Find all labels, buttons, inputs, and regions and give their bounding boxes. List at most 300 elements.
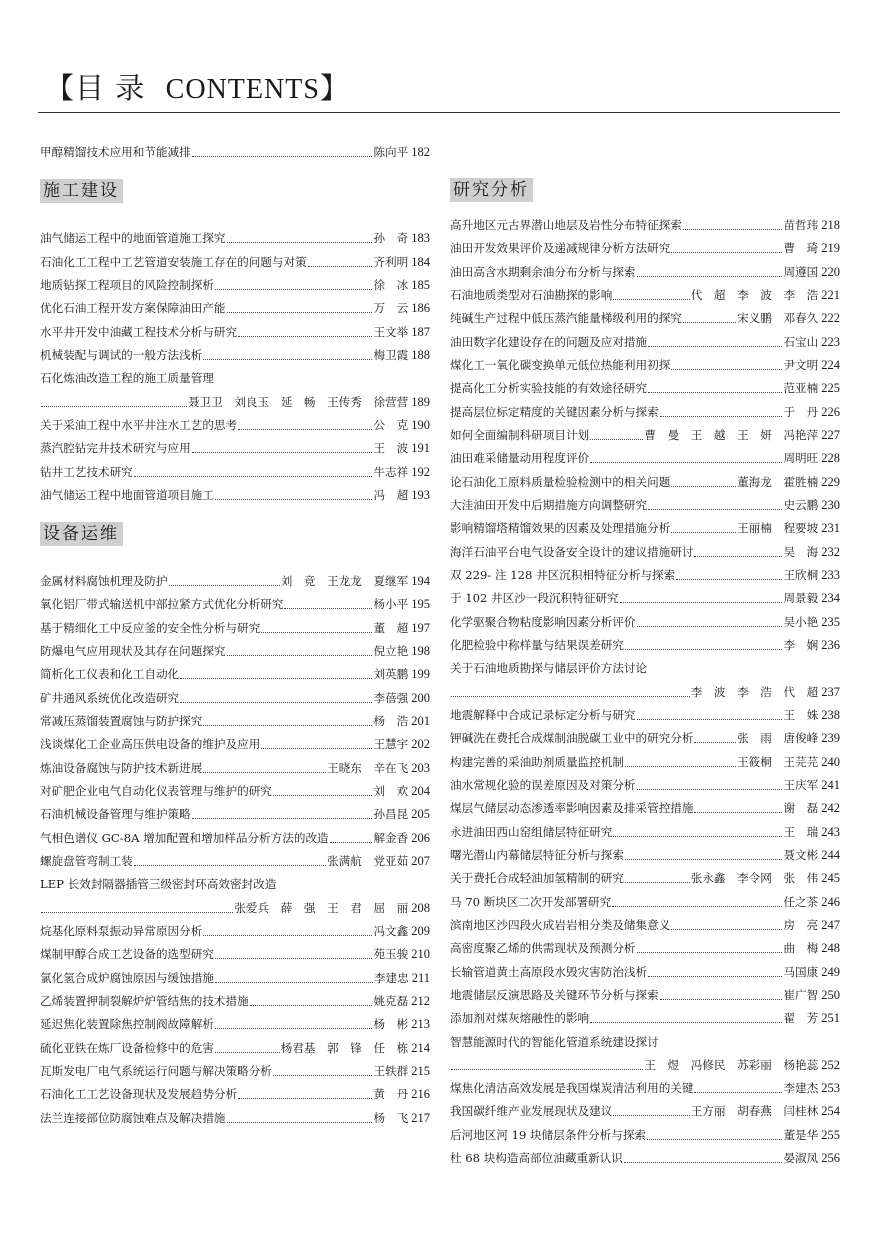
entry-authors: 杨君基 郭 锋 任 栋 xyxy=(280,1040,409,1055)
toc-entry[interactable] xyxy=(40,566,430,589)
entry-authors: 吴 海 xyxy=(783,544,819,559)
toc-entry[interactable] xyxy=(450,1026,840,1049)
toc-entry[interactable] xyxy=(450,606,840,629)
toc-entry[interactable] xyxy=(450,816,840,839)
entry-authors: 王庆军 xyxy=(783,777,819,792)
entry-page: 197 xyxy=(411,620,430,635)
dot-leader xyxy=(637,788,783,790)
toc-entry[interactable] xyxy=(40,1079,430,1102)
section-title: 设备运维 xyxy=(40,522,123,546)
toc-entry[interactable] xyxy=(450,513,840,536)
entry-page: 231 xyxy=(821,521,840,536)
entry-page: 221 xyxy=(821,288,840,302)
dot-leader xyxy=(273,1074,373,1076)
toc-entry[interactable] xyxy=(40,316,430,339)
toc-entry[interactable] xyxy=(450,630,840,653)
entry-page: 225 xyxy=(821,381,840,396)
entry-authors: 周景毅 xyxy=(783,591,819,606)
entry-title: 乙烯装置押制裂解炉炉管结焦的技术措施 xyxy=(40,993,249,1008)
dot-leader xyxy=(192,817,373,819)
entry-page: 187 xyxy=(411,324,430,339)
dot-leader xyxy=(637,275,783,277)
entry-title: 炼油设备腐蚀与防护技术新进展 xyxy=(40,760,203,775)
toc-entry[interactable] xyxy=(40,986,430,1009)
toc-entry[interactable] xyxy=(450,863,840,886)
entry-title: 蒸汽腔钻完井技术研究与应用 xyxy=(40,441,191,456)
entry-title: 提高化工分析实验技能的有效途径研究 xyxy=(450,381,648,396)
entry-authors: 李 娴 xyxy=(783,637,819,652)
header-title-en: CONTENTS xyxy=(165,74,320,105)
entry-title: 油田高含水期剩余油分布分析与探索 xyxy=(450,264,636,279)
entry-page: 228 xyxy=(821,451,840,466)
toc-entry[interactable] xyxy=(40,410,430,433)
dot-leader xyxy=(227,311,373,313)
toc-entry[interactable] xyxy=(450,1003,840,1026)
entry-title: 煤化工一氧化碳变换单元低位热能利用初探 xyxy=(450,357,671,372)
toc-entry[interactable] xyxy=(40,892,430,915)
toc-entry[interactable] xyxy=(40,1056,430,1079)
entry-title: 石化炼油改造工程的施工质量管理 xyxy=(40,371,214,386)
entry-title: 纯碱生产过程中低压蒸汽能量梯级利用的探究 xyxy=(450,311,682,326)
entry-authors: 石宝山 xyxy=(783,334,819,349)
toc-entry[interactable] xyxy=(450,536,840,559)
entry-authors: 聂文彬 xyxy=(783,847,819,862)
entry-title: 防爆电气应用现状及其存在问题探究 xyxy=(40,643,226,658)
entry-page: 201 xyxy=(411,713,430,728)
entry-title: 甲醇精馏技术应用和节能减排 xyxy=(40,145,191,160)
toc-entry[interactable] xyxy=(40,456,430,479)
bracket-close: 】 xyxy=(319,71,350,105)
entry-authors: 苑玉骏 xyxy=(373,947,409,962)
toc-entry[interactable] xyxy=(40,939,430,962)
toc-entry[interactable] xyxy=(450,653,840,676)
toc-entry[interactable] xyxy=(450,1050,840,1073)
entry-authors: 公 克 xyxy=(373,417,409,432)
header-title-cn: 目 录 xyxy=(75,71,146,105)
toc-entry[interactable] xyxy=(40,962,430,985)
entry-title: 煤制甲醇合成工艺设备的选型研究 xyxy=(40,947,214,962)
entry-page: 210 xyxy=(411,947,430,962)
entry-title: 水平井开发中油藏工程技术分析与研究 xyxy=(40,324,238,339)
entry-authors: 万 云 xyxy=(373,301,409,316)
entry-page: 241 xyxy=(821,777,840,792)
toc-entry[interactable] xyxy=(40,706,430,729)
entry-title: 曙光潜山内幕储层特征分析与探索 xyxy=(450,847,624,862)
entry-authors: 李蓓强 xyxy=(373,690,409,705)
dot-leader xyxy=(671,368,782,370)
entry-authors: 李 波 李 浩 代 超 xyxy=(690,684,819,699)
entry-title: 矿井通风系统优化改造研究 xyxy=(40,690,180,705)
entry-page: 236 xyxy=(821,637,840,652)
dot-leader xyxy=(648,345,782,347)
entry-title: 油气储运工程中的地面管道施工探究 xyxy=(40,231,226,246)
entry-title: 海洋石油平台电气设备安全设计的建议措施研讨 xyxy=(450,544,694,559)
entry-title: 法兰连接部位防腐蚀难点及解决措施 xyxy=(40,1110,226,1125)
toc-entry[interactable] xyxy=(40,682,430,705)
toc-entry[interactable] xyxy=(40,729,430,752)
dot-leader xyxy=(41,911,233,913)
toc-entry[interactable] xyxy=(450,583,840,606)
toc-entry[interactable] xyxy=(40,869,430,892)
entry-page: 209 xyxy=(411,923,430,938)
dot-leader xyxy=(134,475,373,477)
entry-authors: 李建忠 xyxy=(373,970,409,985)
entry-page: 219 xyxy=(821,241,840,256)
toc-entry[interactable] xyxy=(40,340,430,363)
toc-entry[interactable] xyxy=(450,723,840,746)
entry-title: 烷基化原料泵振动异常原因分析 xyxy=(40,923,203,938)
entry-page: 256 xyxy=(821,1151,840,1166)
entry-page: 255 xyxy=(821,1127,840,1142)
entry-authors: 曹 琦 xyxy=(783,241,819,256)
toc-entry[interactable] xyxy=(40,137,430,160)
toc-entry[interactable] xyxy=(450,210,840,233)
toc-entry[interactable] xyxy=(450,933,840,956)
entry-page: 208 xyxy=(411,900,430,915)
dot-leader xyxy=(180,701,372,703)
entry-title: 滨南地区沙四段火成岩岩相分类及储集意义 xyxy=(450,917,671,932)
entry-page: 239 xyxy=(821,731,840,746)
entry-authors: 任之茶 xyxy=(783,894,819,909)
dot-leader xyxy=(647,1138,782,1140)
entry-page: 204 xyxy=(411,783,430,798)
entry-page: 253 xyxy=(821,1081,840,1096)
entry-title: 优化石油工程开发方案保障油田产能 xyxy=(40,301,226,316)
toc-entry[interactable] xyxy=(40,589,430,612)
toc-entry[interactable] xyxy=(450,886,840,909)
toc-entry[interactable] xyxy=(450,280,840,303)
dot-leader xyxy=(227,654,373,656)
entry-page: 189 xyxy=(411,394,430,409)
toc-entry[interactable] xyxy=(450,350,840,373)
entry-authors: 周明旺 xyxy=(783,451,819,466)
dot-leader xyxy=(192,155,373,157)
entry-authors: 冯文鑫 xyxy=(373,923,409,938)
toc-entry[interactable] xyxy=(450,840,840,863)
dot-leader xyxy=(660,415,783,417)
entry-authors: 董海龙 霍胜楠 xyxy=(737,474,819,489)
dot-leader xyxy=(613,835,782,837)
entry-page: 232 xyxy=(821,544,840,559)
dot-leader xyxy=(660,998,783,1000)
toc-entry[interactable] xyxy=(450,1096,840,1119)
entry-authors: 杨 飞 xyxy=(373,1110,409,1125)
dot-leader xyxy=(671,251,782,253)
entry-authors: 董是华 xyxy=(783,1127,819,1142)
dot-leader xyxy=(451,695,690,697)
entry-authors: 张爱兵 薛 强 王 君 屈 丽 xyxy=(234,900,409,915)
toc-entry[interactable] xyxy=(450,443,840,466)
toc-entry[interactable] xyxy=(40,659,430,682)
entry-title: 地震储层反演思路及关键环节分析与探索 xyxy=(450,987,659,1002)
dot-leader xyxy=(273,794,373,796)
entry-authors: 崔广智 xyxy=(783,987,819,1002)
toc-entry[interactable] xyxy=(450,490,840,513)
entry-page: 199 xyxy=(411,667,430,682)
entry-page: 190 xyxy=(411,417,430,432)
entry-page: 238 xyxy=(821,707,840,722)
dot-leader xyxy=(590,1021,782,1023)
entry-page: 205 xyxy=(411,807,430,822)
dot-leader xyxy=(330,841,373,843)
entry-title: 构建完善的采油助剂质量监控机制 xyxy=(450,754,624,769)
entry-page: 198 xyxy=(411,643,430,658)
entry-title: 气相色谱仪 GC-8A 增加配置和增加样品分析方法的改造 xyxy=(40,830,329,845)
entry-title: 氯化氢合成炉腐蚀原因与缓蚀措施 xyxy=(40,970,214,985)
toc-entry[interactable] xyxy=(450,466,840,489)
dot-leader xyxy=(203,358,372,360)
entry-title: 钻井工艺技术研究 xyxy=(40,464,133,479)
toc-entry[interactable] xyxy=(450,420,840,443)
entry-title: 简析化工仪表和化工自动化 xyxy=(40,667,180,682)
toc-entry[interactable] xyxy=(40,270,430,293)
dot-leader xyxy=(284,607,372,609)
dot-leader xyxy=(451,1068,643,1070)
entry-authors: 苗哲玮 xyxy=(783,218,819,233)
entry-title: 氧化铝厂带式输送机中部拉紧方式优化分析研究 xyxy=(40,597,284,612)
section-header xyxy=(40,503,430,566)
entry-page: 224 xyxy=(821,357,840,372)
toc-entry[interactable] xyxy=(450,956,840,979)
entry-page: 206 xyxy=(411,830,430,845)
dot-leader xyxy=(624,1161,783,1163)
entry-title: LEP 长效封隔器插管三级密封环高效密封改造 xyxy=(40,877,277,892)
toc-entry[interactable] xyxy=(450,770,840,793)
entry-title: 关于费托合成轻油加氢精制的研究 xyxy=(450,871,624,886)
entry-page: 240 xyxy=(821,754,840,769)
entry-title: 于 102 井区沙一段沉积特征研究 xyxy=(450,591,619,606)
toc-entry[interactable] xyxy=(450,746,840,769)
entry-authors: 马国康 xyxy=(783,964,819,979)
entry-title: 提高层位标定精度的关键因素分析与探索 xyxy=(450,404,659,419)
entry-authors: 王 姝 xyxy=(783,707,819,722)
entry-page: 191 xyxy=(411,441,430,456)
section-header xyxy=(40,160,430,223)
toc-entry[interactable] xyxy=(450,700,840,723)
toc-entry[interactable] xyxy=(40,1102,430,1125)
dot-leader xyxy=(238,335,372,337)
entry-authors: 王 波 xyxy=(373,441,409,456)
toc-entry[interactable] xyxy=(40,612,430,635)
dot-leader xyxy=(648,975,782,977)
toc-entry[interactable] xyxy=(40,433,430,456)
entry-title: 石油化工工艺设备现状及发展趋势分析 xyxy=(40,1087,238,1102)
entry-authors: 张永鑫 李令网 张 伟 xyxy=(690,871,819,886)
section-title: 研究分析 xyxy=(450,178,533,202)
dot-leader xyxy=(637,625,783,627)
dot-leader xyxy=(590,461,782,463)
dot-leader xyxy=(613,298,689,300)
entry-title: 我国碳纤维产业发展现状及建议 xyxy=(450,1104,613,1119)
entry-page: 248 xyxy=(821,941,840,956)
dot-leader xyxy=(203,724,372,726)
toc-entry[interactable] xyxy=(40,293,430,316)
right-column xyxy=(450,137,840,1166)
dot-leader xyxy=(625,881,690,883)
entry-authors: 冯 超 xyxy=(373,487,409,502)
entry-title: 影响精馏塔精馏效果的因素及处理措施分析 xyxy=(450,521,671,536)
entry-authors: 王慧宇 xyxy=(373,737,409,752)
dot-leader xyxy=(215,1027,373,1029)
entry-authors: 吴小艳 xyxy=(783,614,819,629)
entry-page: 250 xyxy=(821,987,840,1002)
toc-entry[interactable] xyxy=(450,793,840,816)
entry-page: 254 xyxy=(821,1104,840,1119)
dot-leader xyxy=(683,321,736,323)
toc-entry[interactable] xyxy=(40,246,430,269)
toc-entry[interactable] xyxy=(450,256,840,279)
entry-authors: 王轶群 xyxy=(373,1063,409,1078)
entry-page: 247 xyxy=(821,917,840,932)
toc-entry[interactable] xyxy=(450,326,840,349)
entry-authors: 曹 曼 王 越 王 妍 冯艳萍 xyxy=(644,427,819,442)
entry-page: 193 xyxy=(411,487,430,502)
dot-leader xyxy=(590,438,643,440)
section-header xyxy=(450,137,840,200)
entry-page: 194 xyxy=(411,573,430,588)
entry-title: 煤焦化清洁高效发展是我国煤炭清洁利用的关键 xyxy=(450,1081,694,1096)
dot-leader xyxy=(620,601,783,603)
entry-title: 瓦斯发电厂电气系统运行问题与解决策略分析 xyxy=(40,1063,272,1078)
header-rule xyxy=(38,112,840,113)
entry-authors: 齐利明 xyxy=(373,254,409,269)
dot-leader xyxy=(215,288,373,290)
toc-entry[interactable] xyxy=(450,560,840,583)
entry-authors: 解金香 xyxy=(373,830,409,845)
toc-entry[interactable] xyxy=(450,1073,840,1096)
entry-title: 油田数字化建设存在的问题及应对措施 xyxy=(450,334,648,349)
dot-leader xyxy=(215,1051,280,1053)
entry-authors: 王方丽 胡春燕 闫桂林 xyxy=(690,1104,819,1119)
entry-title: 后河地区河 19 块储层条件分析与探索 xyxy=(450,1127,647,1142)
dot-leader xyxy=(637,718,783,720)
entry-title: 钾碱洗在费托合成煤制油脱碳工业中的研究分析 xyxy=(450,731,694,746)
entry-page: 237 xyxy=(821,684,840,699)
entry-page: 227 xyxy=(821,427,840,442)
dot-leader xyxy=(250,1004,373,1006)
dot-leader xyxy=(694,1091,782,1093)
toc-entry[interactable] xyxy=(40,822,430,845)
toc-entry[interactable] xyxy=(40,1009,430,1032)
entry-page: 244 xyxy=(821,847,840,862)
dot-leader xyxy=(694,811,782,813)
entry-title: 高升地区元古界潜山地层及岩性分布特征探索 xyxy=(450,218,682,233)
entry-authors: 尹文明 xyxy=(783,357,819,372)
entry-title: 硫化亚铁在炼厂设备检修中的危害 xyxy=(40,1040,214,1055)
toc-entry[interactable] xyxy=(40,386,430,409)
entry-title: 油田难采储量动用程度评价 xyxy=(450,451,590,466)
entry-page: 234 xyxy=(821,591,840,606)
entry-title: 常减压蒸馏装置腐蚀与防护探究 xyxy=(40,713,203,728)
dot-leader xyxy=(308,265,373,267)
entry-page: 245 xyxy=(821,871,840,886)
dot-leader xyxy=(648,508,782,510)
entry-authors: 王文举 xyxy=(373,324,409,339)
entry-page: 182 xyxy=(411,145,430,160)
toc-entry[interactable] xyxy=(450,373,840,396)
entry-authors: 刘英鹏 xyxy=(373,667,409,682)
dot-leader xyxy=(203,771,326,773)
entry-authors: 聂卫卫 刘良玉 延 畅 王传秀 徐营营 xyxy=(187,394,409,409)
toc-entry[interactable] xyxy=(40,480,430,503)
toc-entry[interactable] xyxy=(450,303,840,326)
entry-title: 添加剂对煤灰熔融性的影响 xyxy=(450,1011,590,1026)
entry-title: 化肥检验中称样量与结果误差研究 xyxy=(450,637,624,652)
toc-entry[interactable] xyxy=(450,980,840,1003)
entry-authors: 王 煜 冯修民 苏彩丽 杨艳蕊 xyxy=(644,1057,819,1072)
entry-authors: 孙 奇 xyxy=(373,231,409,246)
entry-authors: 谢 磊 xyxy=(783,801,819,816)
toc-entry[interactable] xyxy=(40,799,430,822)
toc-entry[interactable] xyxy=(40,223,430,246)
entry-page: 222 xyxy=(821,311,840,326)
entry-authors: 翟 芳 xyxy=(783,1011,819,1026)
entry-title: 长输管道黄土高原段水毁灾害防治浅析 xyxy=(450,964,648,979)
toc-entry[interactable] xyxy=(40,636,430,659)
entry-page: 195 xyxy=(411,597,430,612)
toc-entry[interactable] xyxy=(450,396,840,419)
toc-entry[interactable] xyxy=(40,1032,430,1055)
entry-title: 油气储运工程中地面管道项目施工 xyxy=(40,487,214,502)
entry-authors: 王丽楠 程要坡 xyxy=(737,521,819,536)
entry-page: 200 xyxy=(411,690,430,705)
entry-title: 智慧能源时代的智能化管道系统建设探讨 xyxy=(450,1034,659,1049)
entry-title: 论石油化工原料质量检验检测中的相关问题 xyxy=(450,474,671,489)
entry-authors: 房 亮 xyxy=(783,917,819,932)
entry-authors: 曲 梅 xyxy=(783,941,819,956)
toc-entry[interactable] xyxy=(40,363,430,386)
dot-leader xyxy=(261,747,372,749)
dot-leader xyxy=(227,241,373,243)
entry-page: 188 xyxy=(411,347,430,362)
dot-leader xyxy=(41,405,187,407)
entry-authors: 杨小平 xyxy=(373,597,409,612)
dot-leader xyxy=(238,428,372,430)
entry-page: 192 xyxy=(411,464,430,479)
dot-leader xyxy=(203,934,372,936)
entry-page: 243 xyxy=(821,824,840,839)
entry-title: 大洼油田开发中后期措施方向调整研究 xyxy=(450,497,648,512)
entry-authors: 王欣桐 xyxy=(783,567,819,582)
entry-page: 203 xyxy=(411,760,430,775)
entry-authors: 刘 欢 xyxy=(373,783,409,798)
dot-leader xyxy=(671,485,736,487)
entry-title: 双 229- 注 128 井区沉积相特征分析与探索 xyxy=(450,567,676,582)
entry-authors: 孙昌昆 xyxy=(373,807,409,822)
toc-entry[interactable] xyxy=(450,910,840,933)
toc-entry[interactable] xyxy=(450,1143,840,1166)
toc-entry[interactable] xyxy=(40,846,430,869)
entry-authors: 王筱桐 王芫芫 xyxy=(737,754,819,769)
dot-leader xyxy=(694,741,736,743)
toc-entry[interactable] xyxy=(40,776,430,799)
entry-authors: 王晓东 辛在飞 xyxy=(327,760,409,775)
toc-entry[interactable] xyxy=(40,752,430,775)
entry-title: 机械装配与调试的一般方法浅析 xyxy=(40,347,203,362)
entry-authors: 于 丹 xyxy=(783,404,819,419)
toc-entry[interactable] xyxy=(450,1119,840,1142)
dot-leader xyxy=(215,498,373,500)
dot-leader xyxy=(612,905,782,907)
toc-entry[interactable] xyxy=(450,233,840,256)
entry-page: 211 xyxy=(411,970,430,985)
toc-entry[interactable] xyxy=(40,916,430,939)
entry-authors: 王 瑞 xyxy=(783,824,819,839)
entry-page: 249 xyxy=(821,964,840,979)
entry-title: 永进油田西山窑组储层特征研究 xyxy=(450,824,613,839)
toc-entry[interactable] xyxy=(450,676,840,699)
entry-title: 马 70 断块区二次开发部署研究 xyxy=(450,894,612,909)
